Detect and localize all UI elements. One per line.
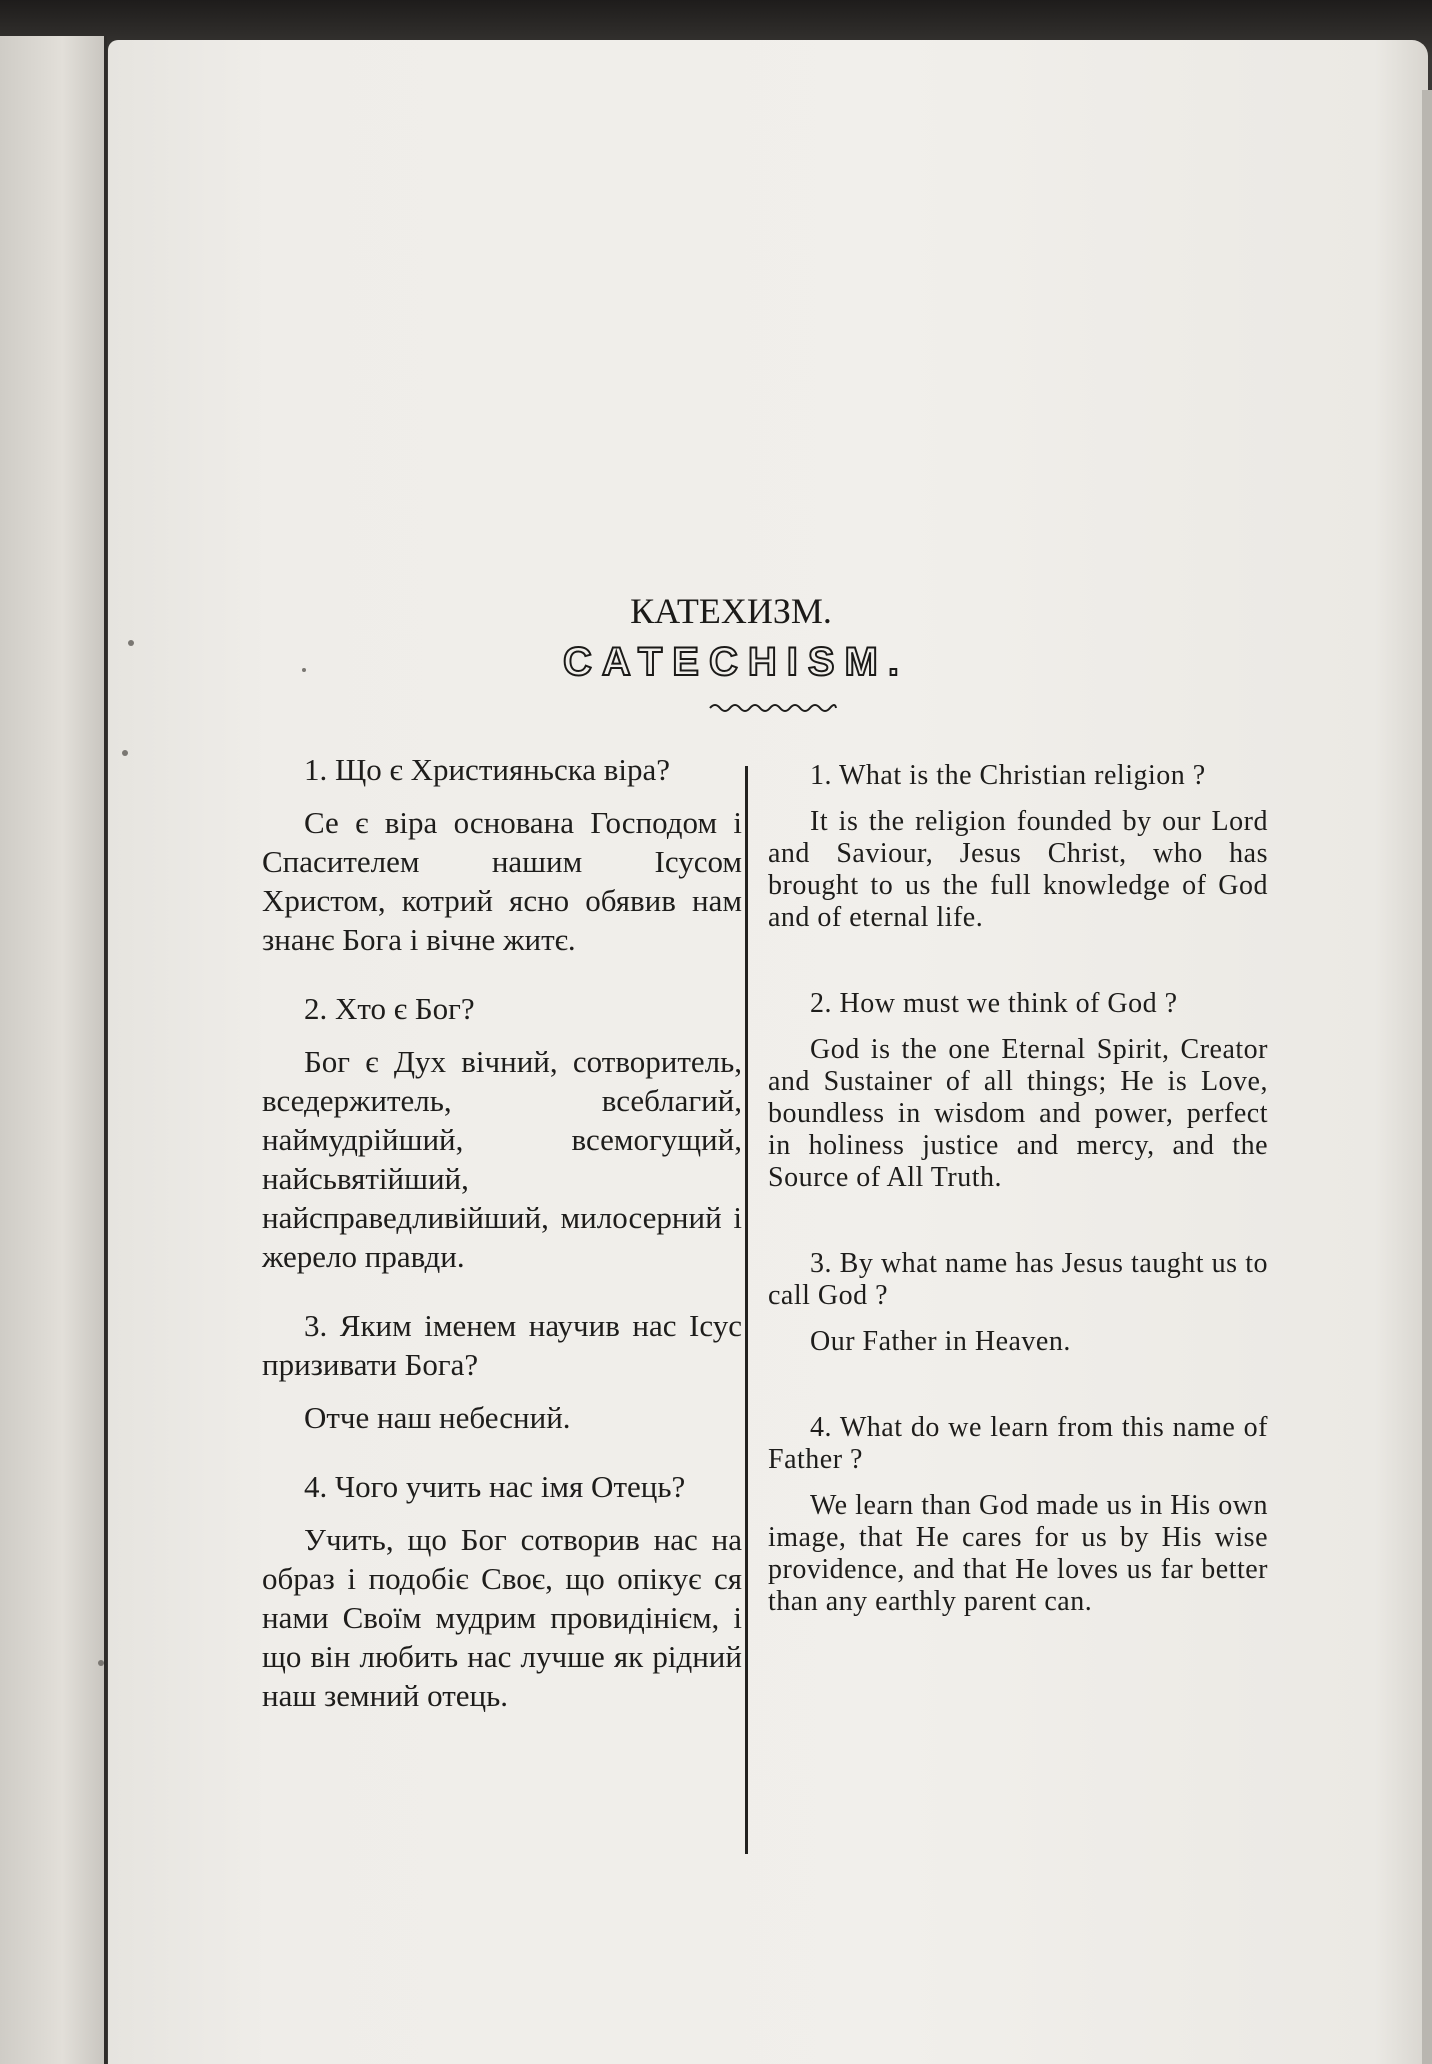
page-title-ukrainian: КАТЕХИЗМ.	[630, 591, 832, 631]
answer-text: Отче наш небесний.	[304, 1400, 571, 1435]
wavy-rule-ornament	[708, 700, 838, 716]
paper-speck	[98, 1660, 104, 1666]
catechism-item	[768, 1412, 1268, 1618]
answer-text: Our Father in Heaven.	[810, 1326, 1071, 1357]
question-text: 2. Хто є Бог?	[304, 991, 475, 1026]
page-edge-shadow	[1422, 90, 1432, 2064]
ukrainian-column	[262, 750, 742, 1745]
catechism-item	[262, 989, 742, 1276]
answer-text: We learn than God made us in His own image, that He cares for us by His wise providence, and that He loves us far better than any earthly parent can.	[768, 1490, 1268, 1617]
catechism-item	[768, 988, 1268, 1194]
question-text: 2. How must we think of God ?	[810, 988, 1178, 1019]
answer-text: Се є віра основана Господом і Спасителем нашим Ісусом Христом, котрий ясно обявив нам знанє Бога і вічне житє.	[262, 805, 742, 957]
answer-text: Бог є Дух вічний, сотворитель, вседержитель, всеблагий, наймудрійший, всемогущий, найсьвятійший, найсправедливійший, милосерний і жерело правди.	[262, 1044, 742, 1274]
answer-text: It is the religion founded by our Lord and Saviour, Jesus Christ, who has brought to us the full knowledge of God and of eternal life.	[768, 806, 1268, 933]
paper-speck	[122, 750, 128, 756]
column-divider	[745, 766, 748, 1854]
catechism-item	[262, 1306, 742, 1437]
question-text: 4. What do we learn from this name of Father ?	[768, 1412, 1268, 1475]
question-text: 1. What is the Christian religion ?	[810, 760, 1206, 791]
page-title-english: CATECHISM.	[563, 640, 909, 684]
english-column	[768, 760, 1268, 1672]
question-text: 4. Чого учить нас імя Отець?	[304, 1469, 686, 1504]
answer-text: Учить, що Бог сотворив нас на образ і подобіє Своє, що опікує ся нами Своїм мудрим провидінієм, і що він любить нас лучше як рідний наш земний отець.	[262, 1522, 742, 1713]
question-text: 3. Яким іменем научив нас Ісус призивати Бога?	[262, 1308, 742, 1382]
answer-text: God is the one Eternal Spirit, Creator and Sustainer of all things; He is Love, boundless in wisdom and power, perfect in holiness justice and mercy, and the Source of All Truth.	[768, 1034, 1268, 1193]
catechism-item	[262, 1467, 742, 1715]
facing-page-edge	[0, 36, 107, 2064]
catechism-item	[768, 1248, 1268, 1358]
question-text: 1. Що є Християньска віра?	[304, 752, 671, 787]
catechism-item	[262, 750, 742, 959]
question-text: 3. By what name has Jesus taught us to call God ?	[768, 1248, 1268, 1311]
catechism-item	[768, 760, 1268, 934]
